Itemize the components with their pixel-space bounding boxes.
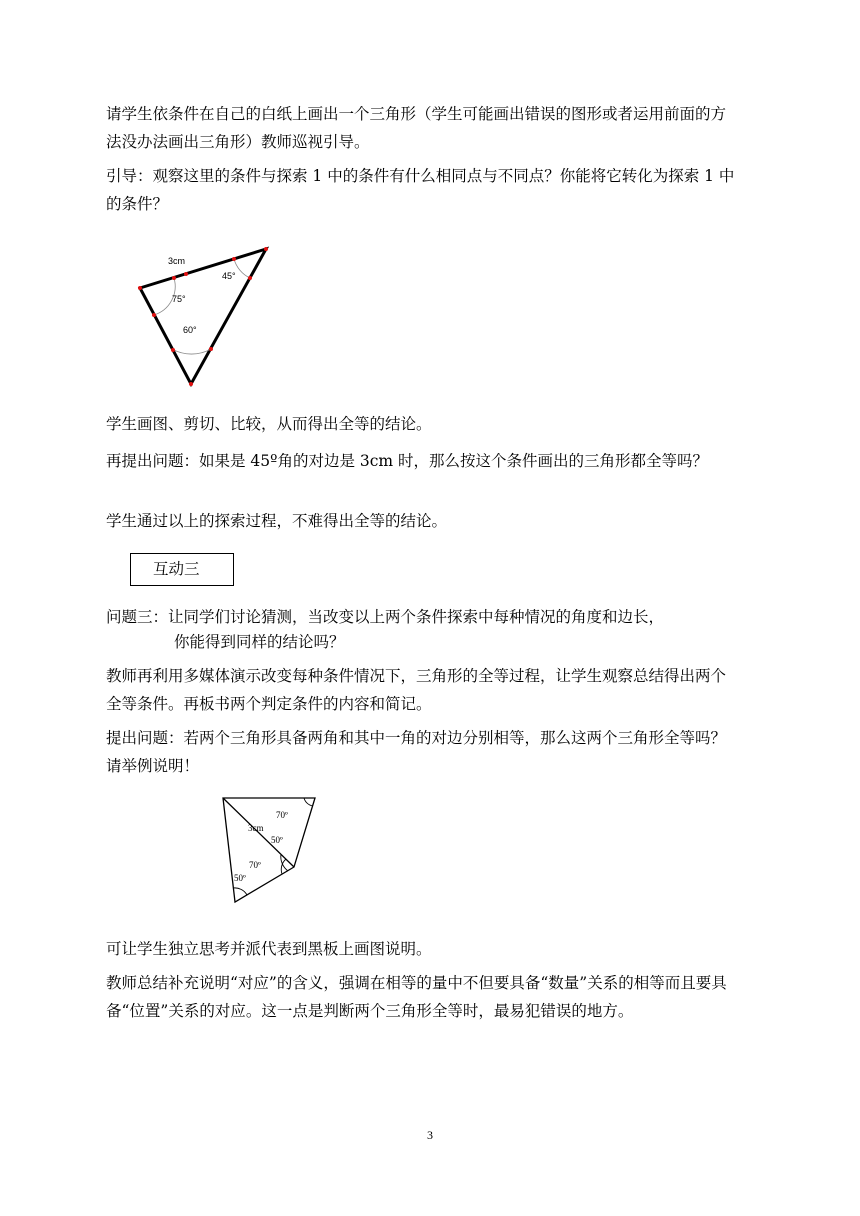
- arc-60: [172, 349, 211, 354]
- fig2-angle-bottom: 50º: [234, 873, 246, 883]
- fig1-side-label: 3cm: [168, 256, 186, 266]
- paragraph-2: 引导：观察这里的条件与探索 1 中的条件有什么相同点与不同点？你能将它转化为探索 1 中的条件？: [106, 167, 735, 213]
- quad-outline: [223, 798, 315, 902]
- fig2-angle-mid70: 70º: [249, 860, 261, 870]
- arc-bottom-50: [233, 888, 247, 895]
- paragraph-8: 可让学生独立思考并派代表到黑板上画图说明。: [106, 940, 432, 958]
- fig2-side-label: 3cm: [248, 823, 264, 833]
- paragraph-1: 请学生依条件在自己的白纸上画出一个三角形（学生可能画出错误的图形或者运用前面的方法没办法画出三角形）教师巡视引导。: [106, 105, 727, 151]
- arc-top-70: [304, 798, 313, 806]
- fig1-angle-60: 60°: [183, 325, 197, 335]
- question-3-line-1: 问题三：让同学们讨论猜测，当改变以上两个条件探索中每种情况的角度和边长，: [106, 608, 665, 626]
- paragraph-3: 学生画图、剪切、比较，从而得出全等的结论。: [106, 415, 432, 433]
- page-number: 3: [427, 1128, 433, 1142]
- figure-quadrilateral-2: [220, 795, 320, 907]
- arc-mid-50: [281, 854, 288, 871]
- figure-triangle-1: [130, 240, 280, 395]
- paragraph-5: 学生通过以上的探索过程，不难得出全等的结论。: [106, 512, 448, 530]
- fig1-angle-75: 75°: [172, 294, 186, 304]
- fig2-angle-mid50: 50º: [271, 835, 283, 845]
- paragraph-6: 教师再利用多媒体演示改变每种条件情况下，三角形的全等过程，让学生观察总结得出两个全等条件。再板书两个判定条件的内容和简记。: [106, 667, 727, 713]
- triangle-1-outline: [140, 249, 266, 384]
- paragraph-9: 教师总结补充说明“对应”的含义，强调在相等的量中不但要具备“数量”关系的相等而且要具备“位置”关系的对应。这一点是判断两个三角形全等时，最易犯错误的地方。: [106, 974, 727, 1020]
- question-3-line-2: 你能得到同样的结论吗？: [174, 633, 345, 651]
- paragraph-4: 再提出问题：如果是 45º角的对边是 3cm 时，那么按这个条件画出的三角形都全等吗？: [106, 452, 709, 470]
- section-box-interaction-3: 互动三: [130, 553, 234, 586]
- paragraph-7: 提出问题：若两个三角形具备两角和其中一角的对边分别相等，那么这两个三角形全等吗？请举例说明！: [106, 729, 727, 775]
- fig1-angle-45: 45°: [222, 271, 236, 281]
- fig2-angle-top: 70º: [276, 810, 288, 820]
- arc-45: [234, 259, 250, 278]
